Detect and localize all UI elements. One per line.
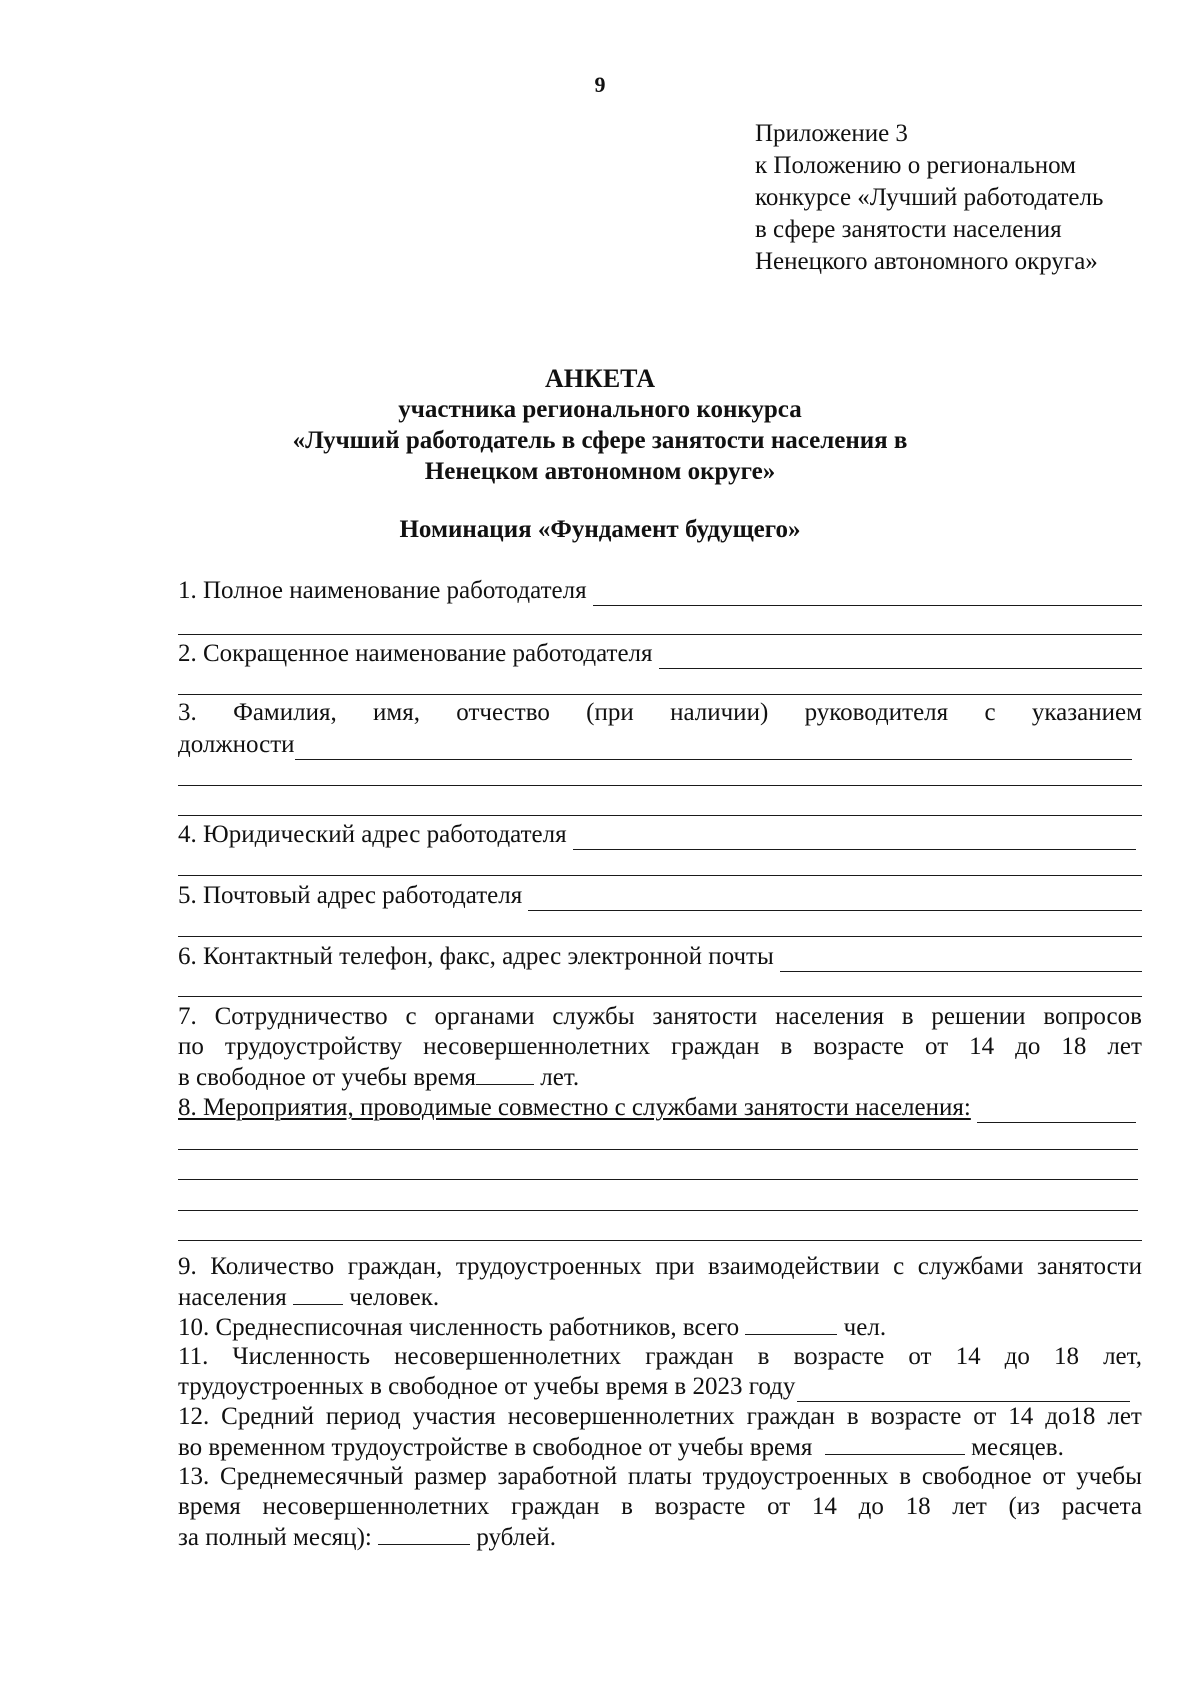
item-8-label: 8. Мероприятия, проводимые совместно с службами занятости населения:	[178, 1094, 971, 1121]
word: в	[901, 1003, 914, 1030]
item-3-input-line[interactable]	[295, 735, 1132, 760]
word: от	[973, 1403, 997, 1430]
item-3-label-position: должности	[178, 731, 295, 758]
word: от	[767, 1493, 791, 1520]
appendix-header	[755, 118, 1175, 278]
item-4-label: 4. Юридический адрес работодателя	[178, 821, 567, 848]
word: 18	[1053, 1343, 1079, 1370]
word: несовершеннолетних	[423, 1033, 651, 1060]
appendix-line: Приложение 3	[755, 120, 908, 147]
word: несовершеннолетних	[262, 1493, 490, 1520]
word: заработной	[497, 1463, 618, 1490]
word: имя,	[373, 699, 420, 726]
item-12-months-blank[interactable]	[825, 1432, 965, 1455]
item-7-unit: лет.	[540, 1064, 580, 1091]
word: 18	[905, 1493, 931, 1520]
word: 7.	[178, 1003, 197, 1030]
item-3-extra-line[interactable]	[178, 785, 1142, 786]
word: возрасте	[870, 1403, 962, 1430]
subtitle-line: Ненецком автономном округе»	[424, 458, 776, 485]
item-9-line-2	[178, 1282, 439, 1313]
word: лет	[1107, 1403, 1142, 1430]
word: граждан	[511, 1493, 600, 1520]
word: занятости	[652, 1003, 758, 1030]
word: возрасте	[813, 1033, 905, 1060]
word: в	[780, 1033, 793, 1060]
word: возрасте	[654, 1493, 746, 1520]
item-9-unit: человек.	[349, 1284, 440, 1311]
subtitle-line: «Лучший работодатель в сфере занятости населения в	[292, 427, 908, 454]
item-1-label: 1. Полное наименование работодателя	[178, 577, 587, 604]
word: учебы	[1076, 1463, 1142, 1490]
item-7-years-blank[interactable]	[476, 1062, 534, 1085]
item-10-count-blank[interactable]	[745, 1312, 837, 1335]
word: Сотрудничество	[214, 1003, 388, 1030]
item-13-salary-blank[interactable]	[378, 1522, 470, 1545]
item-2-input-line[interactable]	[659, 644, 1142, 669]
word: 9.	[178, 1253, 197, 1280]
item-6-extra-line[interactable]	[178, 996, 1142, 997]
word: занятости	[1037, 1253, 1142, 1280]
item-7-line-2	[178, 1032, 1142, 1062]
word: 12.	[178, 1403, 210, 1430]
word: взаимодействии	[708, 1253, 880, 1280]
item-10-headcount	[178, 1312, 886, 1343]
item-3-line-2	[178, 730, 1132, 760]
word: граждан	[671, 1033, 760, 1060]
word: (при	[586, 699, 634, 726]
item-5-extra-line[interactable]	[178, 936, 1142, 937]
item-1-extra-line[interactable]	[178, 634, 1142, 635]
word: граждан,	[347, 1253, 443, 1280]
item-13-text: за полный месяц):	[178, 1524, 372, 1551]
item-8-input-line[interactable]	[977, 1098, 1136, 1123]
item-12-line-1	[178, 1402, 1142, 1432]
word: населения	[775, 1003, 884, 1030]
word: граждан	[746, 1403, 835, 1430]
item-6-contacts	[178, 942, 1142, 972]
word: с	[893, 1253, 905, 1280]
item-5-postal-address	[178, 881, 1142, 911]
word: руководителя	[804, 699, 949, 726]
word: от	[908, 1343, 932, 1370]
word: трудоустройству	[224, 1033, 403, 1060]
appendix-line: в сфере занятости населения	[755, 216, 1062, 243]
word: 3.	[178, 699, 197, 726]
word: до18	[1045, 1403, 1096, 1430]
item-6-label: 6. Контактный телефон, факс, адрес электронной почты	[178, 943, 774, 970]
word: 14	[969, 1033, 995, 1060]
item-11-input-line[interactable]	[797, 1377, 1130, 1402]
document-subtitle	[0, 394, 1200, 487]
word: трудоустроенных	[455, 1253, 642, 1280]
item-5-label: 5. Почтовый адрес работодателя	[178, 882, 523, 909]
item-4-extra-line[interactable]	[178, 875, 1142, 876]
item-3-extra-line[interactable]	[178, 815, 1142, 816]
word: 13.	[178, 1463, 210, 1490]
word: несовершеннолетних	[507, 1403, 735, 1430]
word: трудоустроенных	[702, 1463, 889, 1490]
item-1-input-line[interactable]	[593, 581, 1142, 606]
word: Среднемесячный	[220, 1463, 404, 1490]
word: по	[178, 1033, 204, 1060]
word: размер	[414, 1463, 487, 1490]
word: 14	[1008, 1403, 1034, 1430]
item-12-text: во временном трудоустройстве в свободное от учебы время	[178, 1434, 813, 1461]
item-6-input-line[interactable]	[780, 947, 1142, 972]
item-3-line-1	[178, 698, 1142, 728]
item-8-extra-line[interactable]	[178, 1179, 1138, 1180]
item-8-extra-line[interactable]	[178, 1149, 1138, 1150]
item-10-text: 10. Среднесписочная численность работников, всего	[178, 1314, 740, 1341]
word: Численность	[232, 1343, 371, 1370]
item-7-line-1	[178, 1002, 1142, 1032]
word: платы	[627, 1463, 692, 1490]
appendix-line: Ненецкого автономного округа»	[755, 248, 1098, 275]
word: Фамилия,	[233, 699, 337, 726]
item-11-line-1	[178, 1342, 1142, 1372]
item-8-extra-line[interactable]	[178, 1210, 1138, 1211]
word: Количество	[210, 1253, 335, 1280]
word: отчество	[456, 699, 550, 726]
item-10-unit: чел.	[843, 1314, 887, 1341]
word: участия	[412, 1403, 496, 1430]
item-12-line-2	[178, 1432, 1064, 1463]
item-1-full-name	[178, 576, 1142, 606]
word: 14	[955, 1343, 981, 1370]
item-5-input-line[interactable]	[528, 886, 1142, 911]
item-11-text: трудоустроенных в свободное от учебы время в 2023 году	[178, 1373, 796, 1400]
appendix-line: к Положению о региональном	[755, 152, 1076, 179]
appendix-line: конкурсе «Лучший работодатель	[755, 184, 1104, 211]
word: указанием	[1031, 699, 1142, 726]
word: лет,	[1103, 1343, 1142, 1370]
word: лет	[952, 1493, 987, 1520]
word: до	[858, 1493, 884, 1520]
word: решении	[931, 1003, 1026, 1030]
item-4-input-line[interactable]	[573, 825, 1136, 850]
word: службами	[917, 1253, 1024, 1280]
word: от	[925, 1033, 949, 1060]
item-9-count-blank[interactable]	[293, 1282, 343, 1305]
item-8-extra-line[interactable]	[178, 1240, 1142, 1241]
item-12-unit: месяцев.	[971, 1434, 1064, 1461]
item-13-line-3	[178, 1522, 556, 1553]
word: до	[1004, 1343, 1030, 1370]
item-2-short-name	[178, 639, 1142, 669]
word: службы	[552, 1003, 635, 1030]
word: до	[1015, 1033, 1041, 1060]
document-title: АНКЕТА	[544, 364, 656, 393]
item-11-line-2	[178, 1372, 1130, 1402]
word: при	[655, 1253, 695, 1280]
item-13-line-1	[178, 1462, 1142, 1492]
subtitle-line: участника регионального конкурса	[398, 396, 802, 423]
word: в	[621, 1493, 633, 1520]
word: граждан	[645, 1343, 734, 1370]
item-2-extra-line[interactable]	[178, 694, 1142, 695]
word: 18	[1061, 1033, 1087, 1060]
word: в	[899, 1463, 912, 1490]
item-9-text: населения	[178, 1284, 287, 1311]
item-4-legal-address	[178, 820, 1136, 850]
word: в	[846, 1403, 859, 1430]
word: от	[1042, 1463, 1066, 1490]
word: несовершеннолетних	[394, 1343, 622, 1370]
word: возрасте	[793, 1343, 885, 1370]
item-7-line-3	[178, 1062, 579, 1093]
word: (из	[1008, 1493, 1041, 1520]
word: с	[405, 1003, 417, 1030]
word: Средний	[221, 1403, 314, 1430]
nomination-heading: Номинация «Фундамент будущего»	[399, 516, 801, 543]
word: с	[984, 699, 996, 726]
item-13-unit: рублей.	[476, 1524, 556, 1551]
item-9-line-1	[178, 1252, 1142, 1282]
word: в	[757, 1343, 770, 1370]
item-2-label: 2. Сокращенное наименование работодателя	[178, 640, 653, 667]
word: время	[178, 1493, 241, 1520]
item-8-events	[178, 1093, 1136, 1123]
word: свободное	[921, 1463, 1032, 1490]
word: органами	[434, 1003, 535, 1030]
word: 14	[811, 1493, 837, 1520]
word: вопросов	[1043, 1003, 1142, 1030]
item-7-text: в свободное от учебы время	[178, 1064, 477, 1091]
word: 11.	[178, 1343, 209, 1370]
word: лет	[1107, 1033, 1142, 1060]
word: наличии)	[670, 699, 769, 726]
word: расчета	[1061, 1493, 1142, 1520]
word: период	[325, 1403, 401, 1430]
item-13-line-2	[178, 1492, 1142, 1522]
page-number: 9	[594, 72, 606, 97]
